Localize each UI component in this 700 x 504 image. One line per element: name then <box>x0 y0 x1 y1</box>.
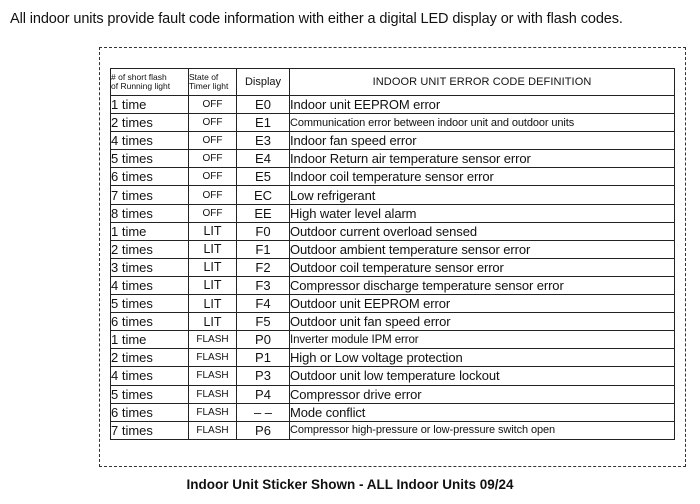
timer-state: OFF <box>189 96 237 114</box>
flash-count: 6 times <box>111 313 189 331</box>
error-definition: Low refrigerant <box>290 186 675 204</box>
flash-count: 3 times <box>111 258 189 276</box>
table-row <box>111 114 675 132</box>
display-code: F1 <box>237 240 290 258</box>
display-code: P4 <box>237 385 290 403</box>
flash-count: 7 times <box>111 186 189 204</box>
timer-state: FLASH <box>189 331 237 349</box>
timer-state: FLASH <box>189 385 237 403</box>
timer-state: LIT <box>189 313 237 331</box>
table-row <box>111 204 675 222</box>
flash-count: 2 times <box>111 349 189 367</box>
table-row <box>111 367 675 385</box>
flash-count: 5 times <box>111 150 189 168</box>
timer-state: LIT <box>189 295 237 313</box>
error-definition: Compressor discharge temperature sensor error <box>290 276 675 294</box>
error-definition: Indoor Return air temperature sensor error <box>290 150 675 168</box>
header-display: Display <box>237 69 290 96</box>
error-definition: Outdoor unit low temperature lockout <box>290 367 675 385</box>
timer-state: FLASH <box>189 403 237 421</box>
table-body <box>111 96 675 440</box>
display-code: P3 <box>237 367 290 385</box>
display-code: E4 <box>237 150 290 168</box>
display-code: P0 <box>237 331 290 349</box>
display-code: P1 <box>237 349 290 367</box>
table-row <box>111 168 675 186</box>
error-code-table <box>110 68 675 440</box>
timer-state: OFF <box>189 168 237 186</box>
intro-text: All indoor units provide fault code information with either a digital LED display or with flash codes. <box>10 11 623 27</box>
table-row <box>111 331 675 349</box>
table-row <box>111 313 675 331</box>
error-definition: Inverter module IPM error <box>290 331 675 349</box>
display-code: F4 <box>237 295 290 313</box>
display-code: F5 <box>237 313 290 331</box>
table-row <box>111 150 675 168</box>
timer-state: LIT <box>189 240 237 258</box>
flash-count: 4 times <box>111 132 189 150</box>
header-flash-count-line1: # of short flash <box>111 71 167 82</box>
table-row <box>111 132 675 150</box>
timer-state: FLASH <box>189 421 237 439</box>
display-code: E0 <box>237 96 290 114</box>
display-code: E1 <box>237 114 290 132</box>
error-definition: Indoor fan speed error <box>290 132 675 150</box>
error-definition: Indoor coil temperature sensor error <box>290 168 675 186</box>
table-row <box>111 403 675 421</box>
table-row <box>111 421 675 439</box>
error-definition: High or Low voltage protection <box>290 349 675 367</box>
header-definition: INDOOR UNIT ERROR CODE DEFINITION <box>290 69 675 96</box>
table-row <box>111 295 675 313</box>
flash-count: 5 times <box>111 385 189 403</box>
timer-state: LIT <box>189 276 237 294</box>
display-code: F3 <box>237 276 290 294</box>
flash-count: 6 times <box>111 403 189 421</box>
table-row <box>111 349 675 367</box>
header-flash-count-line2: of Running light <box>111 81 171 91</box>
error-definition: Outdoor coil temperature sensor error <box>290 258 675 276</box>
display-code: F2 <box>237 258 290 276</box>
display-code: – – <box>237 403 290 421</box>
flash-count: 2 times <box>111 114 189 132</box>
table-row <box>111 96 675 114</box>
flash-count: 4 times <box>111 276 189 294</box>
timer-state: OFF <box>189 150 237 168</box>
display-code: EE <box>237 204 290 222</box>
error-definition: Outdoor unit fan speed error <box>290 313 675 331</box>
display-code: EC <box>237 186 290 204</box>
header-timer-state-line2: Timer light <box>189 81 229 91</box>
error-definition: High water level alarm <box>290 204 675 222</box>
timer-state: FLASH <box>189 367 237 385</box>
error-definition: Outdoor ambient temperature sensor error <box>290 240 675 258</box>
header-timer-state-line1: State of <box>189 71 219 82</box>
flash-count: 8 times <box>111 204 189 222</box>
header-flash-count <box>111 69 189 96</box>
table-row <box>111 258 675 276</box>
display-code: E5 <box>237 168 290 186</box>
flash-count: 1 time <box>111 331 189 349</box>
header-timer-state <box>189 69 237 96</box>
timer-state: LIT <box>189 258 237 276</box>
error-definition: Outdoor unit EEPROM error <box>290 295 675 313</box>
flash-count: 4 times <box>111 367 189 385</box>
error-definition: Outdoor current overload sensed <box>290 222 675 240</box>
table-row <box>111 385 675 403</box>
table-row <box>111 240 675 258</box>
flash-count: 1 time <box>111 222 189 240</box>
flash-count: 5 times <box>111 295 189 313</box>
display-code: F0 <box>237 222 290 240</box>
table-row <box>111 222 675 240</box>
error-definition: Mode conflict <box>290 403 675 421</box>
error-definition: Communication error between indoor unit and outdoor units <box>290 114 675 132</box>
display-code: P6 <box>237 421 290 439</box>
timer-state: FLASH <box>189 349 237 367</box>
error-definition: Compressor drive error <box>290 385 675 403</box>
timer-state: OFF <box>189 186 237 204</box>
timer-state: OFF <box>189 114 237 132</box>
table-header-row <box>111 69 675 96</box>
table-row <box>111 186 675 204</box>
display-code: E3 <box>237 132 290 150</box>
timer-state: LIT <box>189 222 237 240</box>
flash-count: 6 times <box>111 168 189 186</box>
error-definition: Indoor unit EEPROM error <box>290 96 675 114</box>
error-definition: Compressor high-pressure or low-pressure switch open <box>290 421 675 439</box>
flash-count: 2 times <box>111 240 189 258</box>
flash-count: 1 time <box>111 96 189 114</box>
sticker-caption: Indoor Unit Sticker Shown - ALL Indoor Units 09/24 <box>186 477 514 492</box>
timer-state: OFF <box>189 132 237 150</box>
flash-count: 7 times <box>111 421 189 439</box>
timer-state: OFF <box>189 204 237 222</box>
table-row <box>111 276 675 294</box>
